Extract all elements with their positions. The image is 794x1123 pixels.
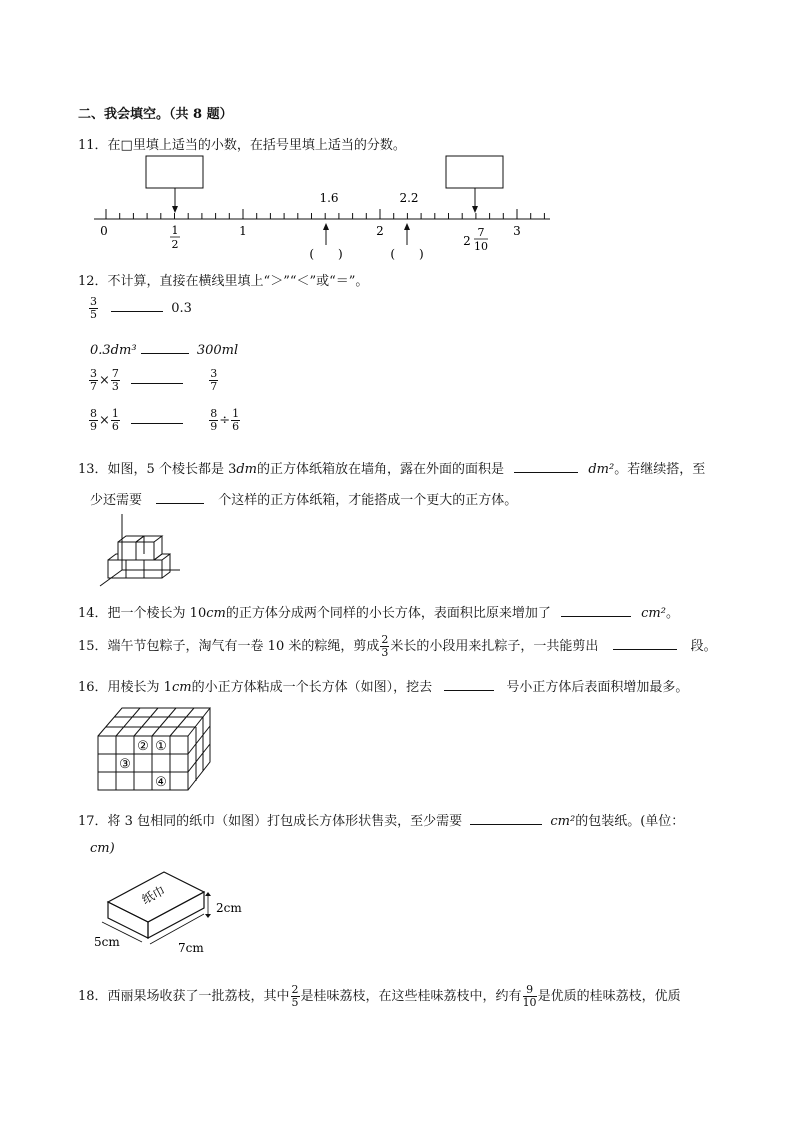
question-17-line-2: cm) xyxy=(90,841,115,856)
marker-1: ① xyxy=(155,739,167,754)
label-2-2: 2.2 xyxy=(399,191,419,205)
marker-3: ③ xyxy=(119,757,131,772)
question-13-line-1: 13．如图，5 个棱长都是 3dm的正方体纸箱放在墙角，露在外面的面积是 dm²。若继续搭，至 xyxy=(78,462,706,477)
dim-length: 7cm xyxy=(178,941,204,955)
label-2: 2 xyxy=(376,224,384,238)
answer-blank[interactable] xyxy=(514,460,578,473)
answer-paren-2[interactable]: ( ) xyxy=(390,247,424,261)
question-17-line-1: 17．将 3 包相同的纸巾（如图）打包成长方体形状售卖，至少需要 cm²的包装纸。(单位： xyxy=(78,814,685,829)
label-half-den: 2 xyxy=(171,238,179,251)
answer-blank[interactable] xyxy=(561,604,631,617)
label-mixed-whole: 2 xyxy=(463,234,471,248)
answer-paren-1[interactable]: ( ) xyxy=(309,247,343,261)
cube-stack-figure xyxy=(96,512,186,588)
question-16-text: 16．用棱长为 1cm的小正方体粘成一个长方体（如图），挖去 号小正方体后表面积增加最多。 xyxy=(78,680,689,695)
compare-row-1: $\frac{3}{5}$ 0.3 xyxy=(90,295,192,321)
label-half-num: 1 xyxy=(171,224,179,237)
arrow-down-icon xyxy=(472,206,478,213)
question-13-line-2: 少还需要 个这样的正方体纸箱，才能搭成一个更大的正方体。 xyxy=(90,493,518,508)
label-1-6: 1.6 xyxy=(319,191,339,205)
cuboid-grid-figure xyxy=(96,704,212,792)
answer-blank[interactable] xyxy=(470,812,542,825)
dim-height: 2cm xyxy=(216,901,242,915)
answer-box-right[interactable] xyxy=(446,156,503,188)
section-title: 二、我会填空。（共 8 题） xyxy=(78,107,233,122)
marker-4: ④ xyxy=(155,775,167,790)
box-label: 纸巾 xyxy=(139,883,168,907)
question-14-text: 14．把一个棱长为 10cm的正方体分成两个同样的小长方体，表面积比原来增加了 cm²。 xyxy=(78,606,679,621)
compare-row-2: 0.3dm³ 300ml xyxy=(90,343,239,358)
arrow-up-icon xyxy=(323,223,329,230)
answer-blank[interactable] xyxy=(111,299,163,312)
arrow-up-icon xyxy=(404,223,410,230)
question-18-text: 18．西丽果场收获了一批荔枝，其中 $\frac{2}{5}$ 是桂味荔枝，在这些桂味荔枝中，约有 $\frac{9}{10}$ 是优质的桂味荔枝，优质 xyxy=(78,983,681,1009)
compare-row-3: $\frac{3}{7}$ × $\frac{7}{3}$ $\frac{3}{7}$ xyxy=(90,367,218,393)
answer-blank[interactable] xyxy=(613,637,677,650)
tissue-box-figure xyxy=(92,866,252,958)
label-mixed-den: 10 xyxy=(474,240,488,253)
question-11-text: 11．在□里填上适当的小数，在括号里填上适当的分数。 xyxy=(78,138,406,153)
label-0: 0 xyxy=(100,224,108,238)
dim-width: 5cm xyxy=(94,935,120,949)
answer-blank[interactable] xyxy=(444,678,494,691)
answer-blank[interactable] xyxy=(156,491,204,504)
arrow-down-icon xyxy=(172,206,178,213)
label-mixed-num: 7 xyxy=(477,226,485,239)
label-1: 1 xyxy=(239,224,247,238)
marker-2: ② xyxy=(137,739,149,754)
answer-blank[interactable] xyxy=(141,341,189,354)
question-15-text: 15．端午节包粽子，淘气有一卷 10 米的粽绳，剪成 $\frac{2}{3}$ 米长的小段用来扎粽子，一共能剪出 段。 xyxy=(78,633,717,659)
answer-blank[interactable] xyxy=(131,411,183,424)
answer-blank[interactable] xyxy=(131,371,183,384)
tick-marks xyxy=(106,209,544,219)
answer-box-left[interactable] xyxy=(146,156,203,188)
number-line-figure xyxy=(88,150,558,265)
label-3: 3 xyxy=(513,224,521,238)
compare-row-4: $\frac{8}{9}$ × $\frac{1}{6}$ $\frac{8}{9}$ ÷ $\frac{1}{6}$ xyxy=(90,407,240,433)
question-12-text: 12．不计算，直接在横线里填上“＞”“＜”或“＝”。 xyxy=(78,274,369,289)
